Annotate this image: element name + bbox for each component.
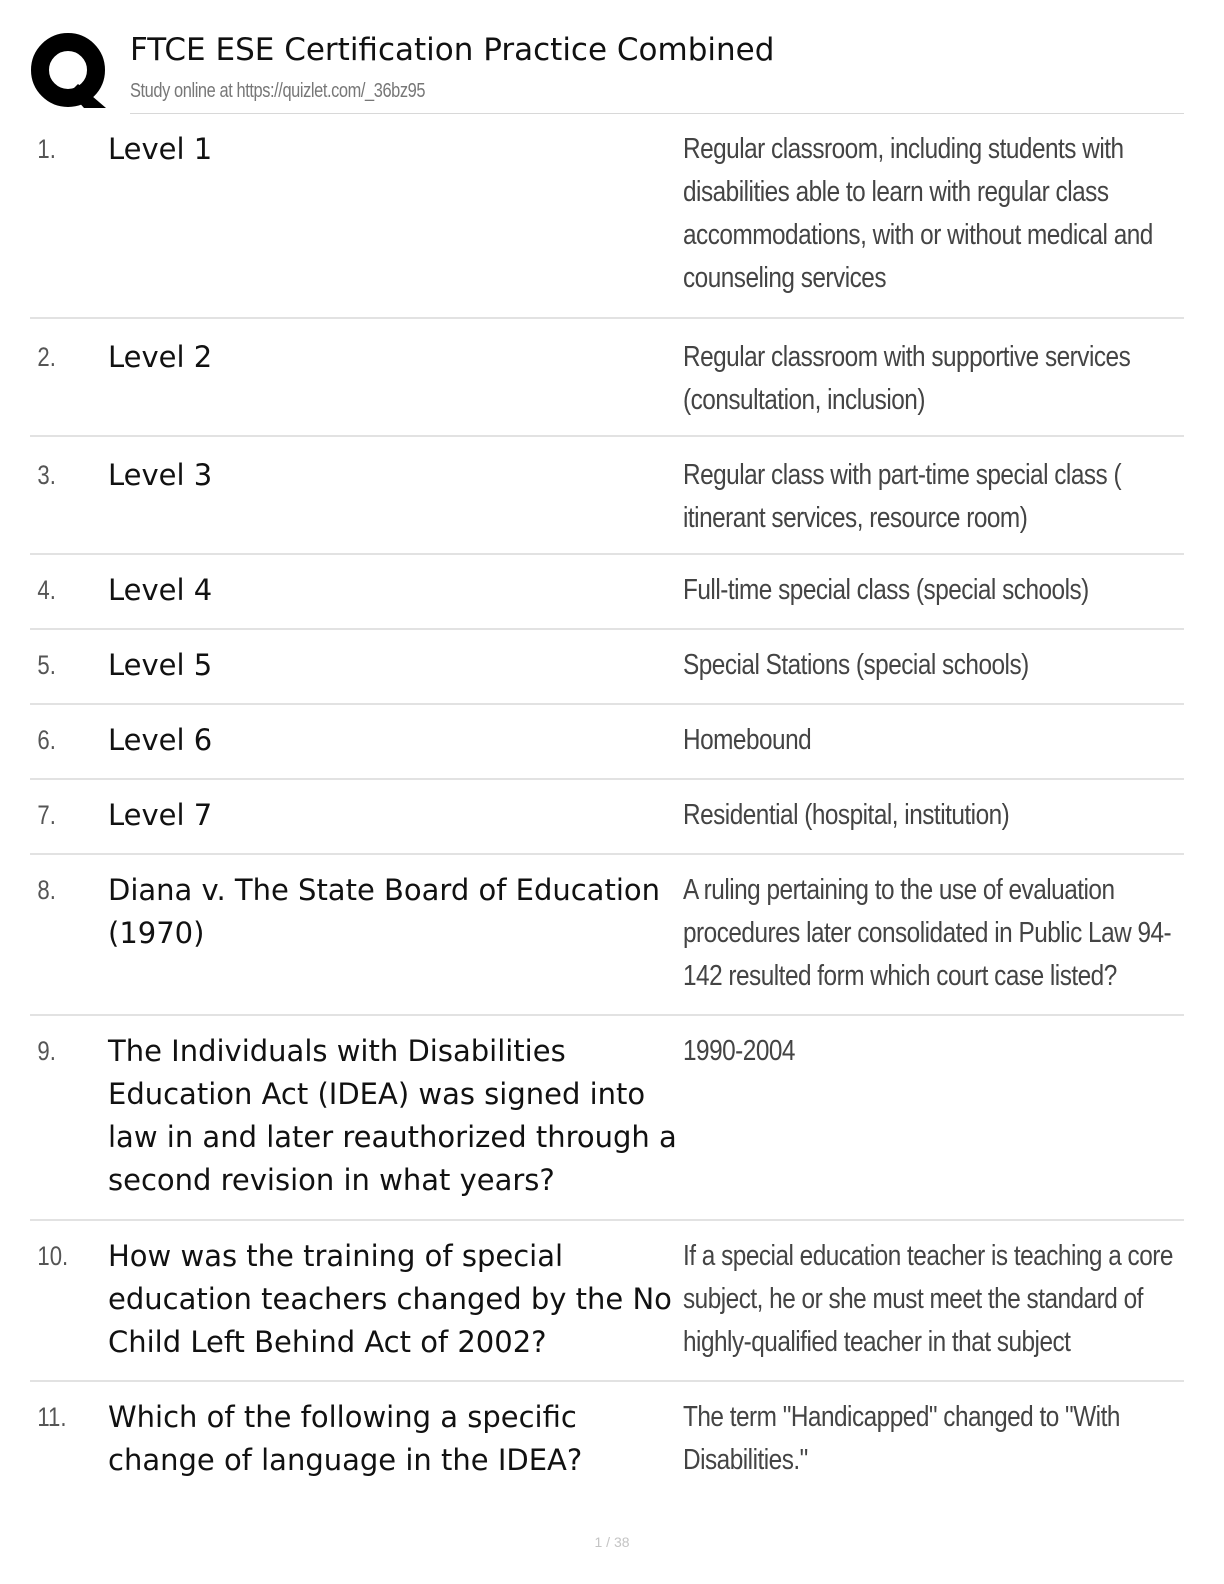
document-title: FTCE ESE Certification Practice Combined: [130, 32, 775, 68]
card-row: [30, 855, 1184, 1016]
card-definition: Full-time special class (special schools): [683, 574, 1089, 606]
card-definition: 1990-2004: [683, 1035, 795, 1067]
card-number: 1.: [37, 134, 56, 164]
card-number: 4.: [37, 575, 56, 605]
card-term: Level 4: [108, 573, 213, 607]
card-row: [30, 630, 1184, 705]
card-term: Level 2: [108, 340, 213, 374]
card-number: 11.: [37, 1402, 67, 1432]
card-number: 8.: [37, 875, 56, 905]
card-row: [30, 437, 1184, 555]
card-term: How was the training of special education teachers changed by the No Child Left Behind Act of 2002?: [108, 1239, 672, 1359]
card-row: [30, 114, 1184, 319]
card-term: Diana v. The State Board of Education (1970): [108, 873, 661, 950]
card-definition: Regular class with part-time special class ( itinerant services, resource room): [683, 459, 1122, 534]
card-term: The Individuals with Disabilities Education Act (IDEA) was signed into law in and later reauthorized through a second revision in what years?: [108, 1034, 677, 1197]
card-row: [30, 780, 1184, 855]
card-row: [30, 1382, 1184, 1500]
card-definition: Residential (hospital, institution): [683, 799, 1010, 831]
card-row: [30, 705, 1184, 780]
card-definition: If a special education teacher is teaching a core subject, he or she must meet the standard of highly-qualified teacher in that subject: [683, 1240, 1173, 1358]
card-number: 10.: [37, 1241, 69, 1271]
card-definition: Homebound: [683, 724, 812, 756]
quizlet-q-logo-icon: [30, 32, 110, 112]
card-row: [30, 555, 1184, 630]
card-definition: Regular classroom, including students with disabilities able to learn with regular class accommodations, with or without medical and counseling services: [683, 133, 1153, 294]
card-definition: Special Stations (special schools): [683, 649, 1029, 681]
card-definition: A ruling pertaining to the use of evaluation procedures later consolidated in Public Law 94-142 resulted form which court case listed?: [683, 874, 1172, 992]
card-number: 9.: [37, 1036, 56, 1066]
flashcard-list: [30, 114, 1184, 1500]
card-row: [30, 1016, 1184, 1221]
card-row: [30, 1221, 1184, 1382]
card-term: Which of the following a specific change of language in the IDEA?: [108, 1400, 583, 1477]
card-term: Level 7: [108, 798, 213, 832]
card-definition: Regular classroom with supportive services (consultation, inclusion): [683, 341, 1131, 416]
card-row: [30, 319, 1184, 437]
page-number: 1 / 38: [594, 1534, 630, 1550]
card-term: Level 5: [108, 648, 213, 682]
card-term: Level 3: [108, 458, 213, 492]
card-number: 3.: [37, 460, 56, 490]
card-number: 6.: [37, 725, 56, 755]
card-definition: The term "Handicapped" changed to "With Disabilities.": [683, 1401, 1120, 1476]
study-online-link[interactable]: Study online at https://quizlet.com/_36bz95: [130, 80, 426, 102]
card-number: 5.: [37, 650, 56, 680]
page-header: [30, 26, 1184, 114]
card-term: Level 1: [108, 132, 213, 166]
card-term: Level 6: [108, 723, 213, 757]
card-number: 2.: [37, 342, 56, 372]
card-number: 7.: [37, 800, 56, 830]
